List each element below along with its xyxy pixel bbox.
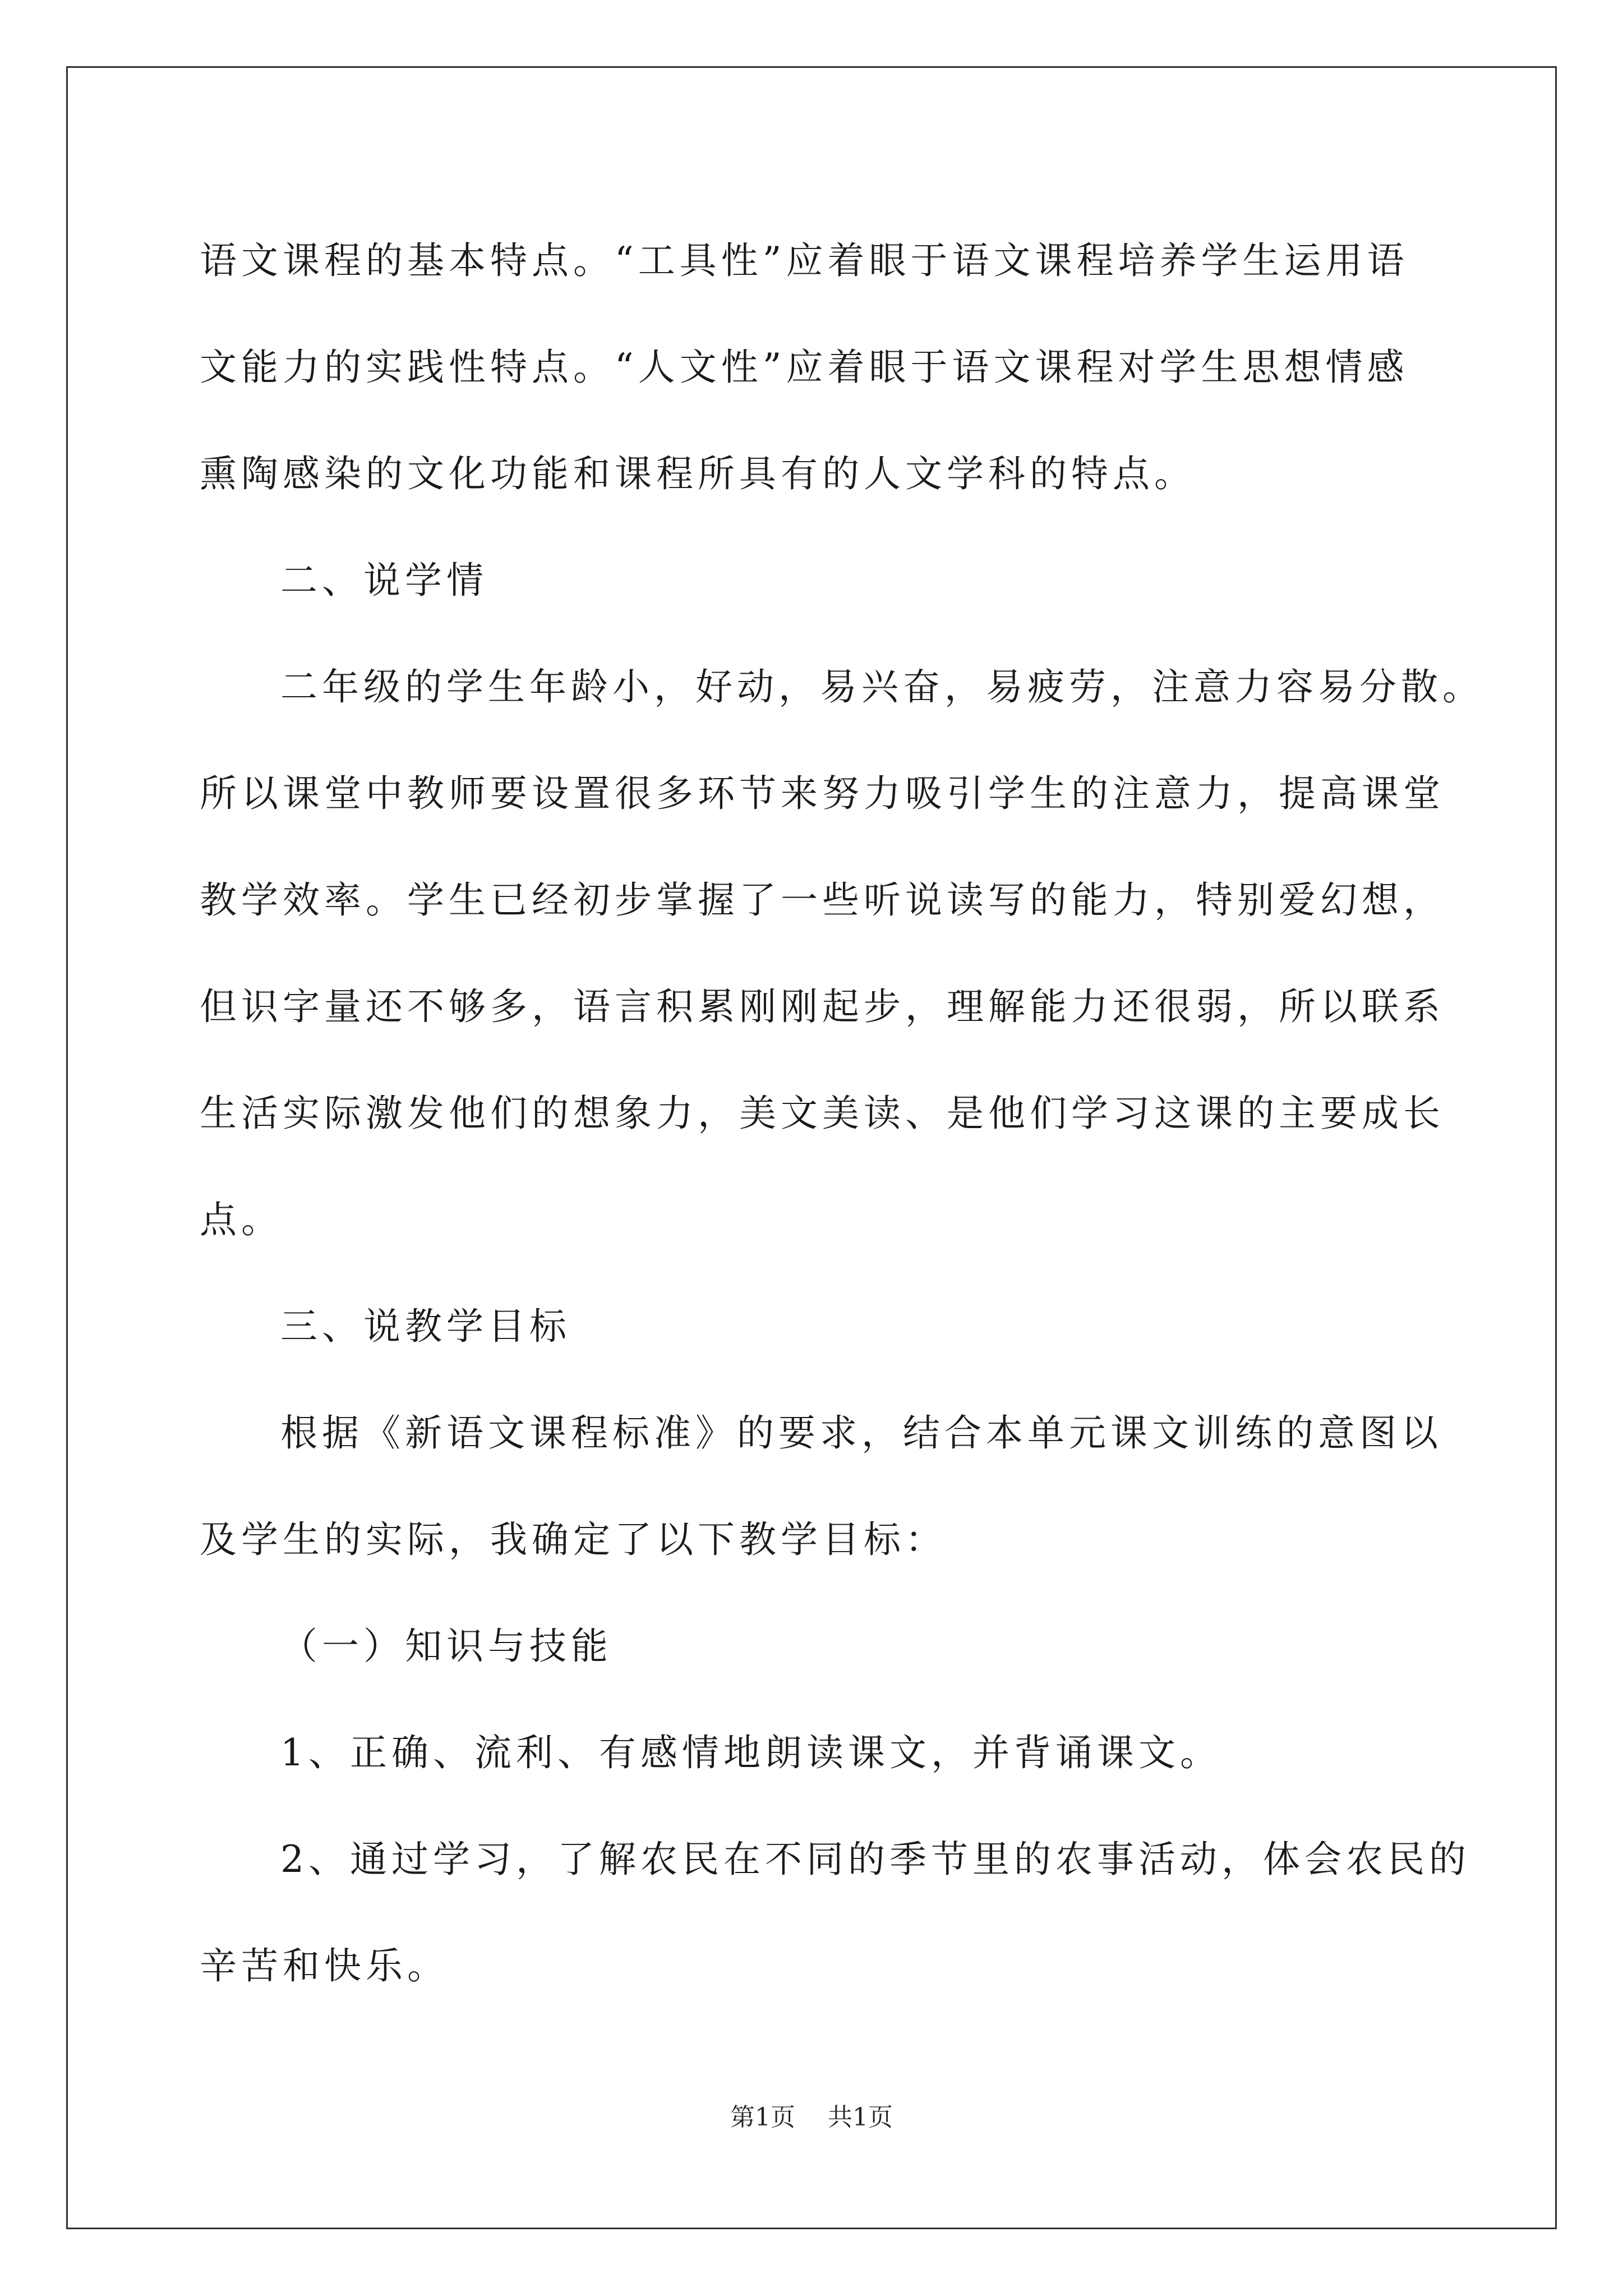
text-line: 语文课程的基本特点。“工具性”应着眼于语文课程培养学生运用语 <box>200 239 1409 282</box>
text-line: 生活实际激发他们的想象力，美文美读、是他们学习这课的主要成长 <box>200 1092 1445 1135</box>
text-line: 辛苦和快乐。 <box>200 1944 449 1987</box>
text-line: 教学效率。学生已经初步掌握了一些听说读写的能力，特别爱幻想， <box>200 878 1445 922</box>
section-heading: 二、说学情 <box>280 559 488 602</box>
text-line: 但识字量还不够多，语言积累刚刚起步，理解能力还很弱，所以联系 <box>200 985 1445 1028</box>
page-footer <box>0 2097 1623 2133</box>
page-number-current: 第1页 <box>730 2103 795 2132</box>
list-item: 2、通过学习，了解农民在不同的季节里的农事活动，体会农民的 <box>280 1838 1470 1881</box>
list-item: 1、正确、流利、有感情地朗读课文，并背诵课文。 <box>280 1731 1221 1774</box>
subsection-heading: （一）知识与技能 <box>280 1625 612 1668</box>
text-line: 及学生的实际，我确定了以下教学目标： <box>200 1518 947 1561</box>
text-line: 点。 <box>200 1198 283 1241</box>
text-line: 熏陶感染的文化功能和课程所具有的人文学科的特点。 <box>200 452 1196 495</box>
text-line: 二年级的学生年龄小，好动，易兴奋，易疲劳，注意力容易分散。 <box>280 665 1484 708</box>
section-heading: 三、说教学目标 <box>280 1305 571 1348</box>
text-line: 文能力的实践性特点。“人文性”应着眼于语文课程对学生思想情感 <box>200 346 1409 389</box>
document-body <box>200 208 1484 2019</box>
text-line: 所以课堂中教师要设置很多环节来努力吸引学生的注意力，提高课堂 <box>200 772 1445 815</box>
page-number-total: 共1页 <box>828 2103 893 2132</box>
text-line: 根据《新语文课程标准》的要求，结合本单元课文训练的意图以 <box>280 1411 1442 1455</box>
